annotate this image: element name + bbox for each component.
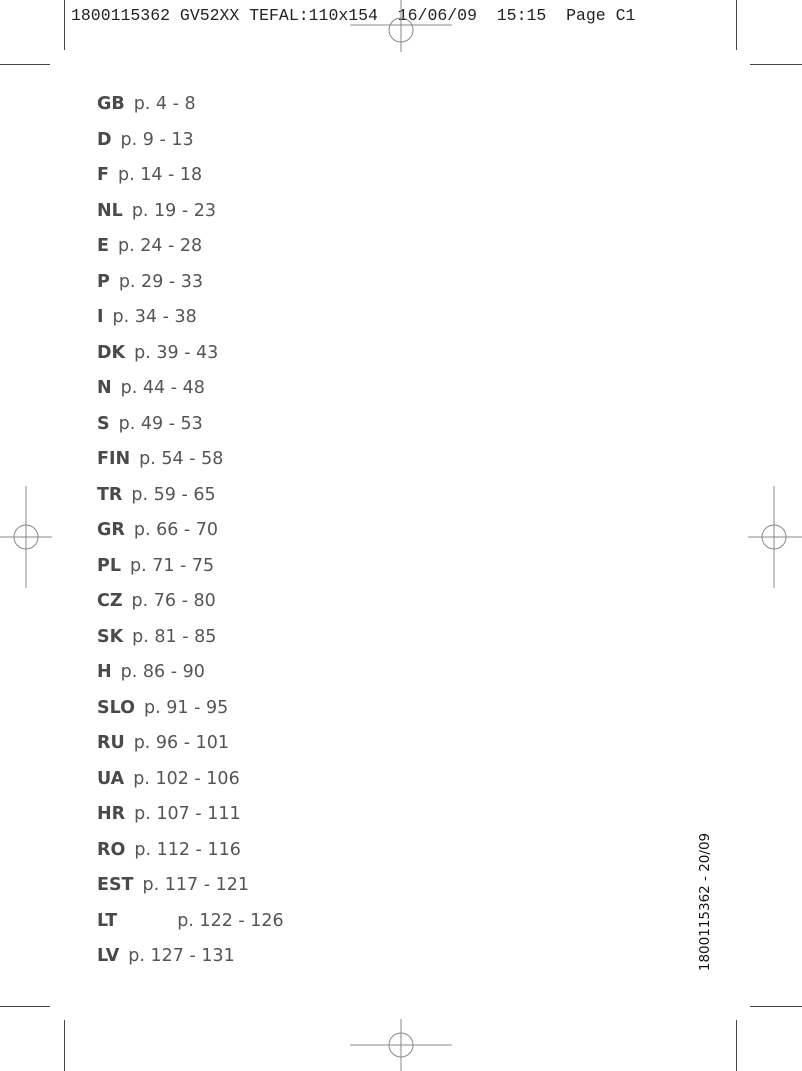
registration-mark-left [0,486,52,588]
language-entry [97,733,229,753]
language-code: SLO [97,697,136,718]
language-entry [97,769,240,789]
language-entry [97,307,197,327]
language-code: GR [97,520,125,540]
registration-mark-top [350,0,452,52]
page-range: p. 127 - 131 [128,946,235,966]
language-entry [97,449,223,469]
page-range: p. 112 - 116 [134,839,241,860]
language-code: LT [97,910,118,931]
language-code: N [97,378,112,398]
page-range: p. 39 - 43 [134,342,219,363]
language-code: CZ [97,591,123,611]
page-range: p. 71 - 75 [129,555,215,576]
language-code: HR [97,804,126,824]
registration-mark-bottom [350,1019,452,1071]
language-entry [97,556,214,576]
language-entry [97,662,205,682]
page-range: p. 19 - 23 [131,200,217,221]
language-code: P [97,271,110,292]
page-range: p. 81 - 85 [132,626,217,647]
language-code: NL [97,200,123,221]
language-code: PL [97,555,121,576]
page-range: p. 49 - 53 [118,413,203,434]
language-code: I [97,307,104,327]
page-range: p. 96 - 101 [133,733,230,753]
language-code: FIN [97,449,131,469]
page-range: p. 76 - 80 [131,591,216,611]
page-range: p. 86 - 90 [120,662,205,682]
page-range: p. 34 - 38 [112,307,197,327]
language-entry [97,343,218,363]
language-entry [97,165,202,185]
language-entry [97,804,241,824]
page-range: p. 122 - 126 [177,910,284,931]
page-range: p. 24 - 28 [117,236,203,256]
language-code: RO [97,839,126,860]
side-reference: 1800115362 - 20/09 [697,832,713,972]
language-entry [97,272,203,292]
language-entry [97,414,203,434]
language-entry [97,911,284,931]
language-entry [97,94,196,114]
language-code: EST [97,875,134,895]
language-entry [97,875,249,895]
language-code: GB [97,94,125,114]
language-entry [97,627,216,647]
page-range: p. 54 - 58 [139,449,224,469]
page-range: p. 29 - 33 [118,271,204,292]
language-entry [97,520,218,540]
page-range: p. 44 - 48 [120,378,205,398]
page-range: p. 59 - 65 [131,484,216,505]
registration-mark-right [748,486,802,588]
language-entry [97,201,216,221]
language-code: F [97,165,109,185]
language-entry [97,130,194,150]
language-entry [97,591,216,611]
language-entry [97,378,205,398]
language-entry [97,946,235,966]
language-entry [97,840,241,860]
language-code: LV [97,946,120,966]
language-code: TR [97,484,123,505]
language-code: S [97,413,110,434]
language-code: H [97,662,112,682]
language-code: D [97,129,112,150]
language-entry [97,236,202,256]
page-range: p. 14 - 18 [117,165,203,185]
language-code: RU [97,733,125,753]
page-range: p. 117 - 121 [142,875,249,895]
language-code: SK [97,626,124,647]
print-header: 1800115362 GV52XX TEFAL:110x154 16/06/09 15:15 Page C1 [71,6,636,25]
page-range: p. 66 - 70 [133,520,219,540]
language-code: DK [97,342,126,363]
page-range: p. 91 - 95 [144,697,229,718]
page-range: p. 9 - 13 [120,129,194,150]
language-code: UA [97,768,125,789]
page-range: p. 102 - 106 [133,768,240,789]
language-entry [97,698,228,718]
page-range: p. 4 - 8 [133,94,196,114]
language-entry [97,485,216,505]
language-code: E [97,236,109,256]
page-range: p. 107 - 111 [134,804,241,824]
